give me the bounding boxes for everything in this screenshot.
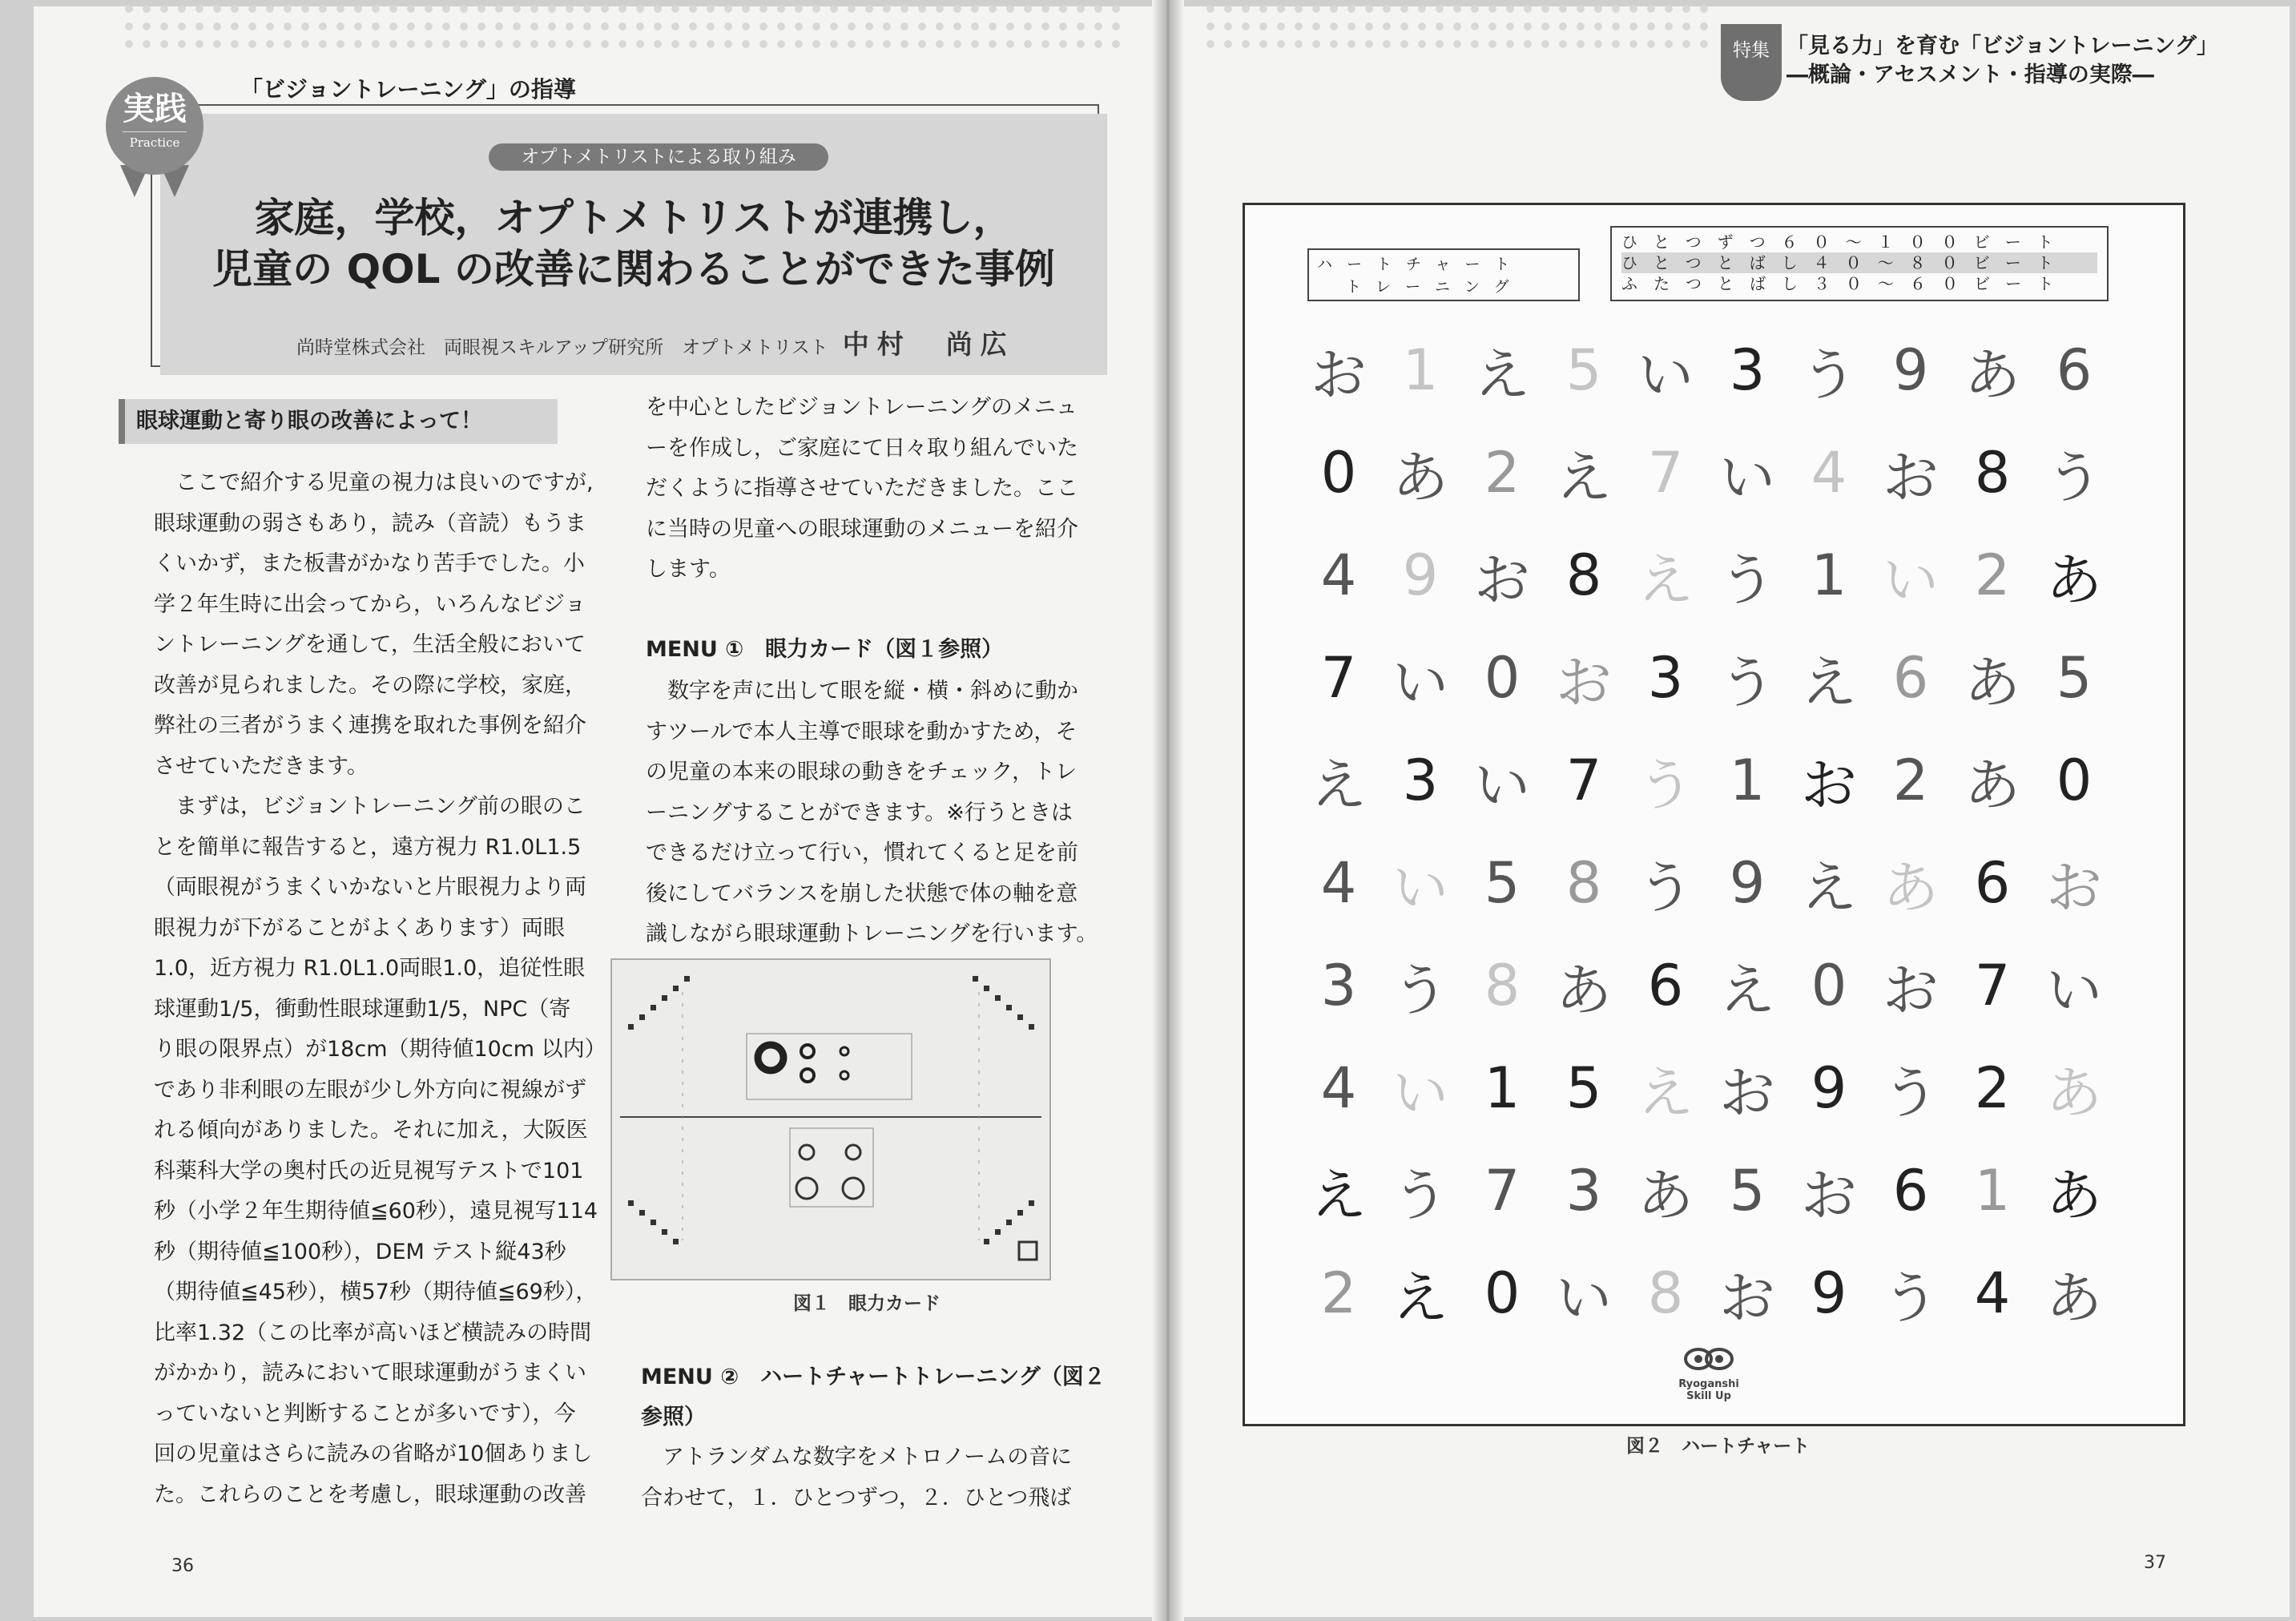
chart-cell: お (1311, 341, 1367, 408)
chart-row (1298, 729, 2115, 832)
chart-cell: い (1392, 1059, 1448, 1126)
chart-cell: 5 (1565, 1055, 1602, 1121)
section-heading: 眼球運動と寄り眼の改善によって！ (119, 399, 558, 444)
chart-row (1298, 524, 2115, 627)
focus-target-4 (843, 1178, 864, 1199)
menu1-text (646, 671, 1142, 955)
chart-cell: 6 (1892, 645, 1929, 711)
body-line: 球運動1/5，衝動性眼球運動1/5，NPC（寄 (154, 996, 571, 1022)
chart-cell: 1 (1974, 1158, 2011, 1224)
body-line: ーニングすることができます。※行うときは (646, 800, 1073, 825)
body-line: 眼球運動の弱さもあり，読み（音読）もうま (154, 510, 586, 536)
chart-cell: う (1883, 1059, 1939, 1126)
menu2-heading-line-2: 参照） (641, 1405, 706, 1429)
chart-cell: い (1637, 341, 1694, 408)
feature-title (1786, 32, 2218, 90)
feature-title-line-1: 「見る力」を育む「ビジョントレーニング」 (1786, 34, 2218, 58)
chart-cell: う (1392, 1162, 1448, 1228)
menu2-heading-line-1: MENU ② ハートチャートトレーニング（図２ (641, 1365, 1106, 1389)
body-line: 回の児童はさらに読みの省略が10個ありまし (154, 1442, 593, 1466)
chart-cell: い (1392, 649, 1448, 716)
series-title: 「ビジョントレーニング」の指導 (240, 76, 576, 103)
chart-cell: 0 (2056, 748, 2093, 813)
landolt-ring-medium (801, 1045, 814, 1058)
chart-row (1298, 1037, 2115, 1139)
body-line: に当時の児童への眼球運動のメニューを紹介 (646, 516, 1078, 542)
chart-cell: う (1801, 341, 1857, 408)
chart-cell: 7 (1484, 1158, 1521, 1224)
body-line: （両眼視がうまくいかないと片眼視力より両 (154, 875, 586, 900)
chart-cell: 2 (1484, 440, 1521, 506)
chart-row (1298, 627, 2115, 729)
chart-cell: え (1801, 649, 1857, 716)
chart-cell: 0 (1320, 440, 1357, 506)
chart-cell: 4 (1974, 1260, 2011, 1326)
subtitle-pill: オプトメトリストによる取り組み (489, 143, 828, 171)
body-line: まずは，ビジョントレーニング前の眼のこ (154, 794, 586, 819)
body-line: 識しながら眼球運動トレーニングを行います。 (646, 921, 1098, 946)
chart-cell: え (1311, 1162, 1367, 1228)
chart-cell: 0 (1484, 645, 1521, 711)
chart-cell: う (1719, 649, 1775, 716)
byline (296, 324, 1015, 361)
chart-cell: 3 (1729, 337, 1766, 403)
page-number-right: 37 (2144, 1553, 2166, 1573)
chart-cell: 5 (1565, 337, 1602, 403)
chart-cell: え (1801, 854, 1857, 921)
chart-cell: あ (1637, 1162, 1694, 1228)
chart-cell: あ (1883, 854, 1939, 921)
chart-cell: 8 (1484, 953, 1521, 1018)
chart-cell: 0 (1484, 1260, 1521, 1326)
body-line: すツールで本人主導で眼球を動かすため，そ (646, 719, 1078, 744)
article-title (160, 192, 1107, 295)
chart-cell: 7 (1320, 645, 1357, 711)
badge-jp: 実践 (123, 91, 187, 127)
body-line: ーを作成し，ご家庭にて日々取り組んでいた (646, 435, 1078, 461)
title-line-2: 児童の QOL の改善に関わることができた事例 (212, 246, 1055, 292)
menu2-text (641, 1438, 1138, 1518)
tempo-line-1: ひとつずつ６０～１００ビート (1621, 232, 2069, 252)
body-line: だくように指導させていただきました。ここ (646, 476, 1078, 501)
body-line: っていないと判断することが多いです），今 (154, 1401, 576, 1426)
diagonal-dots-bottom-left (628, 1200, 679, 1244)
body-line: 秒（小学２年生期待値≦60秒），遠見視写114 (154, 1199, 598, 1224)
page-number-left: 36 (171, 1556, 194, 1576)
badge-en: Practice (123, 131, 187, 150)
affiliation: 尚時堂株式会社 両眼視スキルアップ研究所 オプトメトリスト (296, 337, 828, 358)
chart-cell: 2 (1974, 542, 2011, 608)
feature-tab: 特集 (1721, 24, 1782, 101)
chart-label-line-2: トレーニング (1346, 278, 1524, 296)
chart-cell: い (1474, 752, 1530, 818)
chart-cell: お (1474, 546, 1530, 613)
body-line: ここで紹介する児童の視力は良いのですが, (154, 470, 594, 495)
chart-cell: う (1392, 957, 1448, 1023)
chart-cell: あ (2046, 1162, 2102, 1228)
chart-cell: あ (2046, 546, 2102, 613)
body-column-2-intro (646, 388, 1126, 591)
body-line: 弊社の三者がうまく連携を取れた事例を紹介 (154, 713, 586, 738)
chart-cell: お (1719, 1059, 1775, 1126)
body-line: 眼視力が下がることがよくあります）両眼 (154, 915, 565, 941)
chart-cell: え (1556, 444, 1612, 510)
chart-cell: あ (1964, 341, 2020, 408)
chart-cell: 4 (1320, 542, 1357, 608)
body-line: 後にしてバランスを崩した状態で体の軸を意 (646, 881, 1078, 906)
chart-cell: い (1556, 1264, 1612, 1331)
chart-cell: う (1883, 1264, 1939, 1331)
diagonal-dots-top-left (628, 976, 690, 1030)
tempo-box (1610, 226, 2109, 301)
chart-cell: 7 (1974, 953, 2011, 1018)
chart-cell: 8 (1565, 542, 1602, 608)
chart-cell: あ (2046, 1059, 2102, 1126)
chart-cell: 5 (1729, 1158, 1766, 1224)
chart-cell: あ (2046, 1264, 2102, 1331)
chart-cell: 3 (1565, 1158, 1602, 1224)
feature-title-line-2: ―概論・アセスメント・指導の実際― (1786, 63, 2154, 87)
figure-1-caption: 図１ 眼力カード (793, 1293, 941, 1314)
logo-eyes-icon (1681, 1340, 1737, 1375)
chart-row (1298, 1139, 2115, 1242)
chart-cell: あ (1964, 649, 2020, 716)
chart-cell: お (1556, 649, 1612, 716)
chart-cell: 9 (1892, 337, 1929, 403)
chart-cell: あ (1556, 957, 1612, 1023)
body-column-1 (154, 463, 610, 1515)
diagonal-dots-top-right (973, 976, 1034, 1030)
chart-cell: お (1801, 752, 1857, 818)
chart-cell: う (1637, 752, 1694, 818)
chart-cell: 6 (1647, 953, 1684, 1018)
chart-cell: 3 (1647, 645, 1684, 711)
chart-row (1298, 1242, 2115, 1345)
tempo-line-2: ひとつとばし４０～８０ビート (1621, 252, 2097, 273)
chart-cell: 1 (1811, 542, 1847, 608)
chart-cell: お (1883, 957, 1939, 1023)
chart-cell: 8 (1565, 850, 1602, 916)
tempo-line-3: ふたつとばし３０～６０ビート (1621, 274, 2070, 293)
chart-cell: あ (1964, 752, 2020, 818)
chart-cell: 6 (2056, 337, 2093, 403)
body-line: （期待値≦45秒），横57秒（期待値≦69秒）， (154, 1280, 598, 1304)
chart-cell: 6 (1974, 850, 2011, 916)
title-box (151, 104, 1099, 367)
dot-pattern-left (120, 0, 1130, 56)
focus-target-3 (796, 1178, 817, 1199)
body-line: 1.0，近方視力 R1.0L1.0両眼1.0，追従性眼 (154, 956, 586, 981)
body-line: 科薬科大学の奥村氏の近見視写テストで101 (154, 1158, 584, 1183)
chart-label-box (1307, 248, 1580, 301)
heart-chart-grid (1298, 319, 2115, 1345)
body-line: 改善が見られました。その際に学校，家庭， (154, 672, 586, 698)
chart-row (1298, 934, 2115, 1037)
chart-cell: 5 (1484, 850, 1521, 916)
focus-target-1 (800, 1145, 814, 1159)
chart-cell: 1 (1729, 748, 1766, 813)
body-line: 合わせて，１．ひとつずつ，２．ひとつ飛ば (641, 1485, 1072, 1510)
body-line: とを簡単に報告すると，遠方視力 R1.0L1.5 (154, 834, 582, 860)
chart-cell: 3 (1402, 748, 1439, 813)
chart-cell: え (1637, 546, 1694, 613)
chart-cell: 1 (1484, 1055, 1521, 1121)
chart-cell: お (1801, 1162, 1857, 1228)
body-line: くいかず，また板書がかなり苦手でした。小 (154, 551, 585, 576)
chart-cell: う (1637, 854, 1694, 921)
chart-cell: 9 (1811, 1260, 1847, 1326)
chart-cell: お (2046, 854, 2102, 921)
menu1-heading: MENU ① 眼力カード（図１参照） (646, 637, 1004, 662)
chart-cell: 9 (1402, 542, 1439, 608)
chart-cell: あ (1392, 444, 1448, 510)
dot-pattern-right (1202, 0, 1714, 56)
body-line: の児童の本来の眼球の動きをチェック，トレ (646, 760, 1078, 784)
chart-cell: え (1637, 1059, 1694, 1126)
chart-cell: い (2046, 957, 2102, 1023)
landolt-ring-large (758, 1045, 783, 1071)
chart-cell: お (1883, 444, 1939, 510)
body-line: た。これらのことを考慮し，眼球運動の改善 (154, 1482, 586, 1507)
chart-cell: 2 (1974, 1055, 2011, 1121)
chart-cell: う (2046, 444, 2102, 510)
chart-row (1298, 421, 2115, 524)
chart-cell: 4 (1320, 1055, 1357, 1121)
figure-1-eye-card (610, 958, 1051, 1280)
chart-cell: え (1719, 957, 1775, 1023)
landolt-ring-small-2 (840, 1071, 848, 1079)
chart-row (1298, 319, 2115, 421)
body-line: であり非利眼の左眼が少し外方向に視線がず (154, 1077, 586, 1103)
body-line: 数字を声に出して眼を縦・横・斜めに動か (646, 679, 1078, 704)
chart-cell: 1 (1402, 337, 1439, 403)
chart-cell: 4 (1320, 850, 1357, 916)
body-line: れる傾向がありました。それに加え，大阪医 (154, 1118, 588, 1143)
chart-cell: 7 (1565, 748, 1602, 813)
skill-up-logo (1665, 1340, 1753, 1404)
body-line: ントレーニングを通して，生活全般において (154, 632, 586, 657)
body-line: させていただきます。 (154, 753, 369, 779)
chart-cell: い (1719, 444, 1775, 510)
title-line-1: 家庭，学校，オプトメトリストが連携し， (254, 195, 1013, 241)
diagonal-dots-bottom-right (984, 1200, 1034, 1244)
chart-cell: い (1392, 854, 1448, 921)
landolt-ring-small (840, 1047, 848, 1055)
practice-badge (106, 77, 203, 175)
body-line: り眼の限界点）が18cm（期待値10cm 以内） (154, 1037, 606, 1062)
chart-cell: 9 (1729, 850, 1766, 916)
chart-cell: え (1311, 752, 1367, 818)
book-spine (1152, 0, 1184, 1621)
body-line: アトランダムな数字をメトロノームの音に (641, 1445, 1073, 1470)
body-line: します。 (646, 557, 731, 582)
chart-label-line-1: ハートチャート (1317, 256, 1525, 273)
chart-cell: 4 (1811, 440, 1847, 506)
chart-cell: 2 (1320, 1260, 1357, 1326)
body-line: 学２年生時に出会ってから，いろんなビジョ (154, 591, 586, 617)
body-line: を中心としたビジョントレーニングのメニュ (646, 395, 1078, 420)
chart-cell: 7 (1647, 440, 1684, 506)
author-name: 中村 尚広 (842, 329, 1015, 360)
chart-cell: 8 (1647, 1260, 1684, 1326)
title-panel (160, 114, 1107, 375)
body-line: 比率1.32（この比率が高いほど横読みの時間 (154, 1320, 592, 1345)
chart-cell: 8 (1974, 440, 2011, 506)
chart-cell: え (1474, 341, 1530, 408)
chart-cell: 9 (1811, 1055, 1847, 1121)
chart-cell: え (1392, 1264, 1448, 1331)
chart-cell: う (1719, 546, 1775, 613)
logo-text: Ryoganshi Skill Up (1678, 1378, 1739, 1402)
figure-2-caption: 図２ ハートチャート (1626, 1436, 1811, 1457)
chart-cell: 6 (1892, 1158, 1929, 1224)
chart-cell: い (1883, 546, 1939, 613)
qr-code-icon (1019, 1242, 1037, 1260)
chart-cell: 2 (1892, 748, 1929, 813)
landolt-ring-medium-2 (801, 1069, 814, 1082)
chart-cell: 3 (1320, 953, 1357, 1018)
body-line: 秒（期待値≦100秒），DEM テスト縦43秒 (154, 1239, 566, 1264)
body-line: できるだけ立って行い，慣れてくると足を前 (646, 841, 1078, 865)
chart-cell: 0 (1811, 953, 1847, 1018)
focus-target-2 (846, 1145, 860, 1159)
chart-row (1298, 832, 2115, 934)
eye-card-illustration (612, 960, 1049, 1279)
body-line: がかかり，読みにおいて眼球運動がうまくい (154, 1361, 586, 1385)
chart-cell: お (1719, 1264, 1775, 1331)
chart-cell: 5 (2056, 645, 2093, 711)
